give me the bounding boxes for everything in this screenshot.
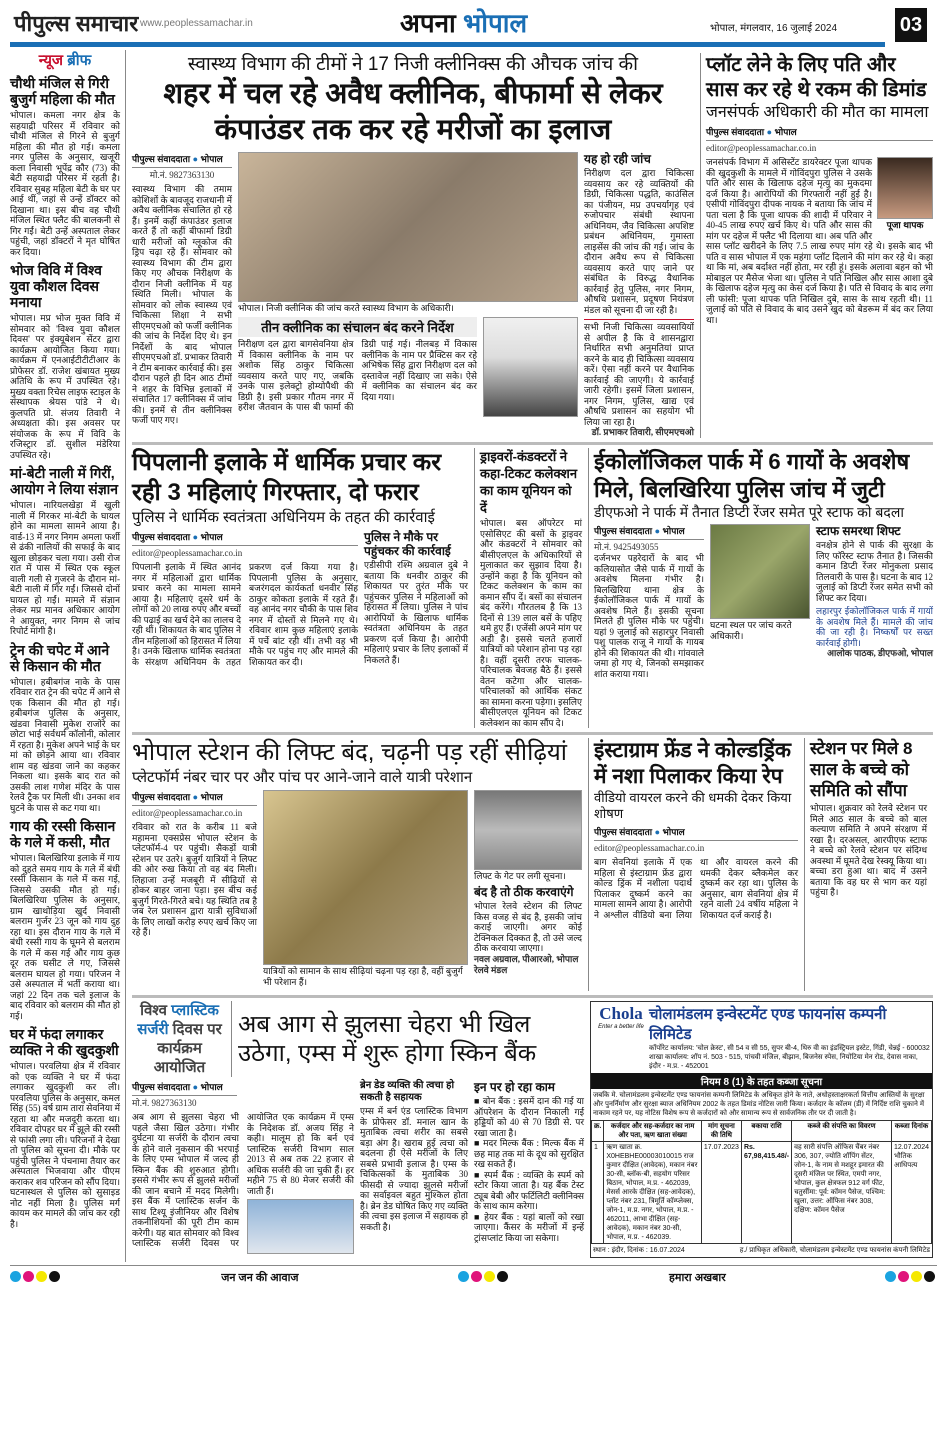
reporter-email[interactable]: editor@peoplessamachar.co.in	[132, 808, 243, 818]
second-row	[132, 445, 933, 735]
main-content	[132, 50, 933, 1262]
plot-story	[700, 53, 933, 438]
lead-kicker: स्वास्थ्य विभाग की टीमों ने 17 निजी क्लीनिक्स की औचक जांच की	[187, 54, 639, 75]
bottom-row	[132, 998, 933, 1262]
byline-place: भोपाल	[662, 827, 685, 837]
brief-title: गाय की रस्सी किसान के गले में कसी, मौत	[10, 818, 116, 850]
plot-subheadline: जनसंपर्क अधिकारी की मौत का मामला	[706, 104, 929, 121]
reporter-phone: मो.नं. 9827363130	[132, 1098, 197, 1108]
skin-body	[132, 1080, 354, 1254]
victim-photo	[877, 157, 933, 219]
station-story	[132, 738, 582, 991]
third-row	[132, 735, 933, 998]
reporter-email[interactable]: editor@peoplessamachar.co.in	[594, 843, 705, 853]
byline-name: पीपुल्स संवाददाता	[594, 827, 653, 837]
brief-body: भोपाल। कमला नगर क्षेत्र के सहयाद्री परिसर में रविवार को चौथी मंजिल से गिरने से बुजुर्ग महिला की मौत हो गई। कमला नगर पुलिस के अनुसार, खजूरी कला निवासी भूपेंद्र कौर (73) की बेटी सहयाद्री परिसर में रहती है। रविवार सुबह महिला बेटी के घर पर आई थीं, जहां से उन्हें डॉक्टर को दिखाना था। इस बीच वह चौथी मंजिल स्थित फ्लैट की बालकनी से गिर गईं। बेटी उन्हें अस्पताल लेकर पहुंची, जहां डॉक्टरों ने मृत घोषित कर दिया।	[10, 110, 120, 257]
masthead-logo: पीपुल्स समाचार	[14, 11, 139, 36]
box-text: एडीसीपी रश्मि अग्रवाल दुबे ने बताया कि धनवीर ठाकुर की शिकायत पर तुरंत मौके पर पहुंचकर पुलिस ने महिलाओं को हिरासत में लिया। पुलिस ने पांच आरोपियों के खिलाफ धार्मिक स्वतंत्रता अधिनियम के तहत प्रकरण दर्ज किया है। आरोपी महिलाएं प्रचार के लिए इलाकों में निकलते हैं।	[364, 560, 468, 665]
box-text: निरीक्षण दल द्वारा बागसेवनिया क्षेत्र में विकास क्लीनिक के नाम पर अशोक सिंह ठाकुर चिकित्सा व्यवसाय करते पाए गए, जबकि उनके पास इलेक्ट्रो होम्योपैथी की डिग्री है। इसी प्रकार गौतम नगर में हरीश जैतवान के पास बी फार्मा की डिग्री पाई गई। नीलबड़ में विकास क्लीनिक के नाम पर प्रैक्टिस कर रहे अभिषेक सिंह द्वारा निरीक्षण दल को दस्तावेज नहीं दिखाए जा सके। ऐसे में क्लीनिक का संचालन बंद कर दिया गया।	[238, 339, 477, 412]
eco-body	[594, 524, 704, 679]
plot-headline: प्लॉट लेने के लिए पति और सास कर रहे थे रकम की डिमांड	[706, 54, 927, 101]
byline-place: भोपाल	[200, 532, 223, 542]
skin-story	[132, 1001, 584, 1258]
notice-title: नियम 8 (1) के तहत कब्जा सूचना	[591, 1073, 932, 1089]
cell-date: 17.07.2023	[701, 1142, 741, 1244]
box-title: पुलिस ने मौके पर पहुंचकर की कार्रवाई	[364, 530, 451, 558]
aiims-photo	[247, 1199, 354, 1254]
insta-story	[588, 738, 798, 991]
tag-b: प्लास्टिक सर्जरी	[137, 1002, 219, 1038]
cell-number: 1	[592, 1142, 604, 1244]
brief-title: भोज विवि में विश्व युवा कौशल दिवस मनाया	[10, 262, 102, 310]
possession-table	[591, 1120, 932, 1244]
footer	[10, 1265, 937, 1285]
reporter-email[interactable]: editor@peoplessamachar.co.in	[706, 143, 817, 153]
cell-possession: 12.07.2024 भौतिक आधिपत्य	[891, 1142, 931, 1244]
stairs-photo	[263, 790, 468, 965]
cell-property: वह सारी संपत्ति ऑफिस चैंबर नंबर 306, 307, ज्योति शॉपिंग सेंटर, जोन-1, के नाम से मशहूर इमारत की दूसरी मंजिल पर स्थित, एमपी नगर, भोपाल, कुल क्षेत्रफल 912 वर्ग फीट, चतुर्सीमा: पूर्व: कॉमन पैसेज, पश्चिम: खुला, उत्तर: ऑफिस नंबर 308, दक्षिण: कॉमन पैसेज	[792, 1142, 892, 1244]
cell-amount: Rs. 67,98,415.48/-	[741, 1142, 791, 1244]
table-header-row	[592, 1121, 932, 1142]
column-header: कब्जे की संपत्ति का विवरण	[792, 1121, 892, 1142]
article-text: जनसंपर्क विभाग में असिस्टेंट डायरेक्टर पूजा थापक की खुदकुशी के मामले में गोविंदपुरा पुलिस ने उसके पति और सास के खिलाफ दहेज मृत्यु का मुकदमा दर्ज किया है। आरोपियों की गिरफ्तारी नहीं हुई है। एसीपी गोविंदपुरा दीपक नायक ने बताया कि जांच में पता चला है कि पूजा थापक की शादी में परिवार ने 40-45 लाख रुपए खर्च किए थे। पति और सास की मांग पर दहेज में फ्लैट भी दिलाया था। अब पति और सास प्लॉट खरीदने के लिए 7.5 लाख रुपए मांग रहे थे। इसके बाद भी पति व सास भोपाल में एक महंगा प्लॉट दिलाने की मांग कर रहे थे। कहा था कि मां, अब बर्दाश्त नहीं होता, मर रही हूं। इसके अलावा बहन को भी मोबाइल पर मैसेज भेजा था। पुलिस ने पति निखिल और सास आशा दुबे के खिलाफ दहेज मृत्यु का केस दर्ज किया है। पति से विवाद के बाद लगा ली फांसी: पूजा थापक पति निखिल दुबे, सास के साथ रहती थी। 11 जुलाई को पति से विवाद के बाद उसने खुद को बेडरूम में बंद कर लिया था।	[706, 157, 933, 325]
list-title: इन पर हो रहा काम	[474, 1080, 555, 1094]
skin-sidebar	[360, 1080, 468, 1254]
column-header: मांग सूचना की तिथि	[701, 1121, 741, 1142]
website-url[interactable]: www.peoplessamachar.in	[140, 18, 253, 29]
photo-caption: लिफ्ट के गेट पर लगी सूचना।	[474, 871, 566, 881]
brief-item	[10, 1026, 120, 1229]
footer-slogan-right: हमारा अखबार	[669, 1272, 726, 1284]
lead-headline: शहर में चल रहे अवैध क्लीनिक, बीफार्मा से लेकर कंपाउंडर तक कर रहे मरीजों का इलाज	[163, 78, 663, 146]
lead-story	[132, 53, 694, 438]
reporter-phone: मो.नं. 9827363130	[149, 170, 215, 180]
edition-date: भोपाल, मंगलवार, 16 जुलाई 2024	[710, 23, 838, 34]
photo-caption: पूजा थापक	[886, 220, 924, 230]
station-body	[132, 790, 257, 991]
top-row	[132, 50, 933, 445]
byline-name: पीपुल्स संवाददाता	[132, 532, 191, 542]
lift-photo	[474, 790, 582, 870]
brief-item	[10, 818, 120, 1021]
eco-box	[816, 524, 933, 679]
article-text: स्वास्थ्य विभाग की तमाम कोशिशों के बावजूद राजधानी में अवैध क्लीनिक संचालित हो रहे हैं। इनमें कहीं कंपाउंडर इलाज करते हैं तो कहीं बीफार्मा डिग्री धारी मरीजों को ग्लूकोज की ड्रिप चढ़ा रहे हैं। सोमवार को स्वास्थ्य विभाग की टीम द्वारा किए गए औचक निरीक्षण के दौरान निजी क्लीनिक में यह स्थिति मिली। भोपाल के सोमवार को लोक स्वास्थ्य एवं चिकित्सा शिक्षा ने सभी सीएमएचओ को फर्जी क्लीनिक की जांच के निर्देश दिए थे। इन निर्देशों के बाद भोपाल सीएमएचओ डॉ. प्रभाकर तिवारी ने टीम बनाकर कार्रवाई की। इस दौरान पहले ही दिन आठ टीमों ने शहर के विभिन्न इलाकों में संचालित 17 क्लीनिक्स में जांच की। इनमें से तीन क्लीनिक्स फर्जी पाए गए।	[132, 184, 232, 425]
byline: पीपुल्स संवाददाता ● भोपाल	[132, 152, 232, 168]
station-headline: भोपाल स्टेशन की लिफ्ट बंद, चढ़नी पड़ रहीं सीढ़ियां	[132, 739, 567, 766]
pipalani-story	[132, 448, 468, 728]
header-rule	[10, 42, 885, 47]
lead-photo	[238, 152, 578, 302]
lead-sidebar	[584, 152, 694, 438]
box-text: भोपाल रेलवे स्टेशन की लिफ्ट किस वजह से बंद है, इसकी जांच कराई जाएगी। अगर कोई टेक्निकल दिक्कत है, तो उसे जल्द ठीक करवाया जाएगा।	[474, 901, 582, 953]
masthead	[10, 0, 937, 50]
brand-tagline: Enter a better life	[598, 1024, 644, 1030]
box-title: तीन क्लीनिक का संचालन बंद करने निर्देश	[238, 317, 477, 337]
chola-advertisement	[590, 1001, 933, 1258]
tag-c: दिवस पर कार्यक्रम आयोजित	[153, 1021, 222, 1076]
photo-caption: घटना स्थल पर जांच करते अधिकारी।	[710, 620, 792, 641]
news-brief-label	[10, 50, 120, 70]
pipalani-box	[364, 530, 468, 667]
cell-borrower: ऋण खाता क्र. X0HEBHE00003010015 राज कुमार दीक्षित (आवेदक), मकान नंबर 30-सी, ब्लॉक-बी, सहयोग परिसर बिठान, भोपाल, म.प्र. - 462039, मेसर्स आरके दीक्षित (सह-आवेदक), प्लॉट नंबर 231, त्रिमूर्ति कॉम्प्लेक्स, जोन-1, म.प्र. नगर, भोपाल, म.प्र. - 462011, आभा दीक्षित (सह-आवेदक), मकान नंबर 30-सी, भोपाल, म.प्र. - 462039.	[604, 1142, 702, 1244]
byline-place: भोपाल	[200, 154, 223, 164]
eco-story	[588, 448, 933, 728]
brief-item	[10, 75, 120, 257]
branch-office: शाखा कार्यालय: शॉप नं. 503 - 515, पांचवी मंजिल, बीझान, बिजनेस स्पेस, नियोटिया मेन रोड, देवास नाका, इंदौर - म.प्र. - 452001	[649, 1054, 918, 1070]
pipalani-subheadline: पुलिस ने धार्मिक स्वतंत्रता अधिनियम के तहत की कार्रवाई	[132, 509, 435, 526]
chola-logo	[593, 1004, 649, 1030]
park-photo	[710, 524, 810, 619]
sidebar-title: यह हो रही जांच	[584, 152, 651, 166]
page-body	[10, 50, 937, 1262]
signatory: ह./ प्राधिकृत अधिकारी, चोलामंडलम इन्वेस्टमेंट एण्ड फायनांस कंपनी लिमिटेड	[739, 1247, 930, 1254]
box-text: वनक्षेत्र होने से पार्क की सुरक्षा के लिए फॉरेस्ट स्टाफ तैनात है। जिसकी कमान डिप्टी रेंजर मोनुकला प्रसाद तिलवारी के पास है। घटना के बाद 12 जुलाई को डिप्टी रेंजर समेत सभी को शिफ्ट कर दिया।	[816, 540, 933, 603]
clinic-photo	[483, 317, 578, 417]
article-text: बाग सेवनियां इलाके में एक महिला से इंस्टाग्राम फ्रेंड द्वारा कोल्ड ड्रिंक में नशीला पदार्थ पिलाकर दुष्कर्म करने का मामला सामने आया है। आरोपी ने अश्लील वीडियो बना लिया था और वायरल करने की धमकी देकर ब्लैकमेल कर दुष्कर्म कर रहा था। पुलिस के अनुसार, बाग सेवनियां क्षेत्र में रहने वाली 24 वर्षीय महिला ने शिकायत दर्ज कराई है।	[594, 857, 798, 920]
byline-name: पीपुल्स संवाददाता	[706, 127, 765, 137]
brand-name: Chola	[599, 1004, 643, 1023]
byline: पीपुल्स संवाददाता ● भोपाल	[594, 825, 798, 841]
list-item: ■ हेयर बैंक : यहां बालों को रखा जाएगा। कैंसर के मरीजों में इन्हें ट्रांसप्लांट किया जा सकेगा।	[474, 1211, 584, 1243]
color-registration-marks	[885, 1271, 937, 1285]
column-header: क्र.	[592, 1121, 604, 1142]
byline-name: पीपुल्स संवाददाता	[132, 1082, 191, 1092]
sidebar-text: एम्स में बर्न एंड प्लास्टिक विभाग के प्रोफेसर डॉ. मनाल खान के मुताबिक त्वचा शरीर का सबसे बड़ा अंग है। खराब हुई त्वचा को बदलना ही ऐसे मरीजों के लिए सबसे प्रभावी इलाज है। एम्स के चिकित्सकों के मुताबिक 30 फीसदी से ज्यादा झुलसे मरीजों का सर्वाइवल बहुत मुश्किल होता है। ब्रेन डेड घोषित किए गए व्यक्ति की त्वचा इस इलाज में सहायक हो सकती है।	[360, 1106, 468, 1232]
brief-title: घर में फंदा लगाकर व्यक्ति ने की खुदकुशी	[10, 1026, 119, 1058]
byline: पीपुल्स संवाददाता ● भोपाल	[706, 125, 933, 141]
byline-place: भोपाल	[200, 792, 223, 802]
byline: पीपुल्स संवाददाता ● भोपाल	[132, 1080, 237, 1096]
brief-body: भोपाल। परवलिया क्षेत्र में रविवार को एक व्यक्ति ने घर में फंदा लगाकर खुदकुशी कर ली। परवलिया पुलिस के अनुसार, कमल सिंह (55) वर्ष ग्राम तारा सेवनिया में रहता था और मजदूरी करता था। रविवार दोपहर घर में झूले की रस्सी से फांसी लगा ली। परिजनों ने देखा तो पुलिस को सूचना दी। मौके पर पहुंची पुलिस ने पंचनामा तैयार कर अस्पताल भिजवाया और पीएम कराकर शव परिजन को सौंप दिया। घटनास्थल से पुलिस को सुसाइड नोट नहीं मिला है। पुलिस मर्ग कायम कर मामले की जांच कर रही है।	[10, 1061, 120, 1229]
company-name: चोलामंडलम इन्वेस्टमेंट एण्ड फायनांस कम्पनी लिमिटेड	[649, 1006, 887, 1043]
corporate-office: कॉर्पोरेट कार्यालय: 'चोल क्रेस्ट', सी 54 व सी 55, सुपर बी-4, थिरु वी का इंडस्ट्रियल इस्टेट, गिंडी, चेन्नई - 600032	[649, 1045, 930, 1052]
box-attribution: नवल अग्रवाल, पीआरओ, भोपाल रेलवे मंडल	[474, 953, 579, 975]
brief-title: ट्रेन की चपेट में आने से किसान की मौत	[10, 641, 110, 674]
pipalani-body	[132, 530, 358, 667]
column-header: कर्जदार और सह-कर्जदार का नाम और पता, ऋण खाता संख्या	[604, 1121, 702, 1142]
brief-body: भोपाल। हबीबगंज नाके के पास रविवार रात ट्रेन की चपेट में आने से एक किसान की मौत हो गई। हबीबगंज पुलिस के अनुसार, खंडवा निवासी मुकेश राजोरे का छोटा भाई सर्वधर्म कॉलोनी, कोलार में रहता है। मुकेश अपने भाई के घर मां को छोड़ने आया था। रविवार शाम वह खंडवा जाने का कहकर निकला था। इसके बाद रात को उसकी लाश गणेश मंदिर के पास रेलवे ट्रैक पर मिली थी। उनका शव घुटने के पास से कट गया था।	[10, 676, 120, 813]
brief-body: भोपाल। मप्र भोज मुक्त विवि में सोमवार को 'विश्व युवा कौशल दिवस' पर इंक्यूबेशन सेंटर द्वारा कार्यक्रम आयोजित किया गया। कार्यक्रम में एनआईटीटीटीआर के प्रोफेसर डॉ. राजेश खंबायत मुख्य अतिथि के रूप में उपस्थित रहे। मुख्य वक्ता रिचेस लाइफ स्टाइल के संस्थापक श्रेयस पांडे ने थे। कुलपति प्रो. संजय तिवारी ने अध्यक्षता की। इस अवसर पर संयोजक के रूप में विवि के रजिस्ट्रार डॉ. सुशील मंडेरिया उपस्थित रहे।	[10, 313, 120, 460]
child-article	[804, 738, 927, 991]
skin-headline: अब आग से झुलसा चेहरा भी खिल उठेगा, एम्स में शुरू होगा स्किन बैंक	[238, 1011, 537, 1067]
place-date: स्थान : इंदौर, दिनांक : 16.07.2024	[593, 1247, 685, 1254]
list-item: ■ स्पर्म बैंक : व्यक्ति के स्पर्म को स्टोर किया जाता है। यह बैंक टेस्ट ट्यूब बेबी और फर्टिलिटी क्लीनिक्स के साथ काम करेगा।	[474, 1169, 584, 1211]
brief-label-b: ब्रीफ	[67, 52, 92, 69]
drivers-article	[474, 448, 582, 728]
station-subheadline: प्लेटफॉर्म नंबर चार पर और पांच पर आने-जाने वाले यात्री परेशान	[132, 769, 473, 786]
section-title-a: अपना	[400, 8, 464, 38]
color-registration-marks	[10, 1271, 62, 1285]
byline-name: पीपुल्स संवाददाता	[132, 792, 191, 802]
brief-body: भोपाल। बिलखिरिया इलाके में गाय को दुहते समय गाय के गले में बंधी रस्सी किसान के गले में कस गई, जिससे उसकी मौत हो गई। बिलखिरिया पुलिस के अनुसार, ग्राम खाथोड़िया खुर्द निवासी बलराम गुर्जर 23 जून को गाय दुह रहा था। इस दौरान गाय के गले में बंधी रस्सी गाय के घूमने से बलराम के गले में कस गई और गाय कुछ दूर तक घसीट ले गए, जिससे बलराम घायल हो गया। परिजन ने उसे अस्पताल में भर्ती कराया था। जहां 22 दिन तक चले इलाज के बाद रविवार को बलराम की मौत हो गई।	[10, 853, 120, 1021]
byline: पीपुल्स संवाददाता ● भोपाल	[132, 790, 257, 806]
sidebar-title: ब्रेन डेड व्यक्ति की त्वचा हो सकती है सहायक	[360, 1080, 455, 1103]
brief-label-a: न्यूज	[38, 52, 68, 69]
article-text: भोपाल। शुक्रवार को रेलवे स्टेशन पर मिले आठ साल के बच्चे को बाल कल्याण समिति ने अपने संरक्षण में रखा है। दरअसल, आरपीएफ स्टाफ ने बच्चे को रेलवे स्टेशन पर संदिग्ध अवस्था में घूमते देख रेस्क्यू किया था। बच्चा डरा हुआ था। बाद में उसने बताया कि वह घर से भाग कर यहां पहुंचा है।	[810, 803, 927, 897]
tag-a: विश्व	[140, 1002, 172, 1019]
column-header: बकाया राशि	[741, 1121, 791, 1142]
article-text: रविवार को रात के करीब 11 बजे महामना एक्सप्रेस भोपाल स्टेशन के प्लेटफॉर्म-4 पर पहुंची। सैकड़ों यात्री स्टेशन पर उतरे। बुजुर्ग यात्रियों ने लिफ्ट की ओर रुख किया तो वह बंद मिली। लिहाजा उन्हें मजबूरी में सीढ़ियों से होकर बाहर जाना पड़ा। इस बीच कई बुजुर्ग गिरते-गिरते बचे। यह स्थिति तब है जब रेल प्रशासन द्वारा यात्री सुविधाओं के लिए लाखों करोड़ रुपए खर्च किए जा रहे हैं।	[132, 822, 257, 937]
article-text: पिपलानी इलाके में स्थित आनंद नगर में महिलाओं द्वारा धार्मिक प्रचार करने का मामला सामने आया है। महिलाएं दूसरे धर्म के लोगों को 20 लाख रुपए और बच्चों की पढ़ाई का खर्च देने का लालच दे रही थीं। शिकायत के बाद पुलिस ने तीन महिलाओं को हिरासत में लिया है। उनके खिलाफ धार्मिक स्वतंत्रता के संरक्षण अधिनियम के तहत प्रकरण दर्ज किया गया है। पिपलानी पुलिस के अनुसार, बजरंगदल कार्यकर्ता धनवीर सिंह ठाकुर कोकता इलाके में रहते हैं। वह आनंद नगर चौकी के पास शिव नगर में दोस्तों से मिलने गए थे। रविवार शाम कुछ महिलाएं इलाके में पर्चे बांट रही थीं। तभी वह भी मौके पर पहुंच गए और मामले की शिकायत कर दी।	[132, 562, 358, 667]
brief-body: भोपाल। नारियलखेड़ा में खुली नाली में गिरकर मां-बेटी के घायल होने का मामला सामने आया है। वार्ड-13 में नगर निगम अमला फर्शी से ढंकी नालियों की सफाई के बाद खुला छोड़कर चला गया। उसी रोज रात में पास में स्थित एक स्कूल वाली गली से गुजरने के दौरान मां-बेटी नाली में गिर गईं। जिससे दोनों घायल हो गईं। मामले में संज्ञान लेकर मप्र मानव अधिकार आयोग ने आयुक्त, नगर निगम से जांच रिपोर्ट मांगी है।	[10, 500, 120, 636]
drivers-headline: ड्राइवरों-कंडक्टरों ने कहा-टिकट कलेक्शन का काम यूनियन को दें	[480, 449, 578, 515]
skin-list	[474, 1080, 584, 1254]
section-title-b: भोपाल	[463, 8, 528, 38]
lead-box	[238, 317, 477, 417]
eco-subheadline: डीएफओ ने पार्क में तैनात डिप्टी रेंजर समेत पूरे स्टाफ को बदला	[594, 504, 904, 520]
official-quote: लहारपुर ईकोलॉजिकल पार्क में गायों के अवशेष मिले हैं। मामले की जांच की जा रही है। निष्कर्षों पर सख्त कार्रवाई होगी।	[816, 606, 933, 648]
color-registration-marks	[458, 1271, 510, 1285]
brief-item	[10, 262, 120, 460]
brief-title: चौथी मंजिल से गिरी बुजुर्ग महिला की मौत	[10, 75, 115, 107]
skin-tag	[132, 1001, 232, 1077]
brief-item	[10, 465, 120, 637]
photo-caption: यात्रियों को सामान के साथ सीढ़ियां चढ़ना पड़ रहा है, वहीं बुजुर्ग भी परेशान हैं।	[263, 966, 463, 987]
byline-name: पीपुल्स संवाददाता	[132, 154, 191, 164]
page-number: 03	[895, 8, 927, 42]
photo-caption: भोपाल। निजी क्लीनिक की जांच करते स्वास्थ्य विभाग के अधिकारी।	[238, 303, 454, 313]
byline: पीपुल्स संवाददाता ● भोपाल	[594, 524, 704, 540]
quote-attribution: आलोक पाठक, डीएफओ, भोपाल	[827, 648, 933, 658]
brief-item	[10, 642, 120, 814]
byline-place: भोपाल	[774, 127, 797, 137]
box-title: स्टाफ समरथा शिफ्ट	[816, 524, 901, 538]
reporter-email[interactable]: editor@peoplessamachar.co.in	[132, 548, 243, 558]
quote-attribution: डॉ. प्रभाकर तिवारी, सीएमएचओ	[591, 427, 694, 437]
sidebar-text: निरीक्षण दल द्वारा चिकित्सा व्यवसाय कर रहे व्यक्तियों की डिग्री, चिकित्सा पद्धति, काउंसिल का पंजीयन, मप्र उपचर्यागृह एवं रुजोपचार संबंधी स्थापना अधिनियम, जैव चिकित्सा अपशिष्ट प्रबंधन अधिनियम, गुमास्ता लाइसेंस की जांच की गई। जांच के दौरान अवैध रूप से चिकित्सा व्यवसाय करते पाए जाने पर संबंधित के विरुद्ध वैधानिक कार्रवाई हेतु पुलिस, नगर निगम, औषधि प्रशासन, प्रदूषण नियंत्रण मंडल को सूचना दी जा रही है।	[584, 168, 694, 315]
table-row	[592, 1142, 932, 1244]
lead-body	[132, 152, 232, 438]
box-title: बंद है तो ठीक करवाएंगे	[474, 885, 574, 899]
insta-subheadline: वीडियो वायरल करने की धमकी देकर किया शोषण	[594, 790, 792, 821]
insta-headline: इंस्टाग्राम फ्रेंड ने कोल्डड्रिंक में नशा पिलाकर किया रेप	[594, 739, 792, 788]
byline: पीपुल्स संवाददाता ● भोपाल	[132, 530, 358, 546]
byline-place: भोपाल	[662, 526, 685, 536]
notice-body: जबकि मे. चोलामंडलम इन्वेस्टमेंट एण्ड फायनांस कम्पनी लिमिटेड के अधिकृत होने के नाते, अधोहस्ताक्षरकर्ता वित्तीय आस्तियों के सुरक्षा और पुनर्निर्माण और सुरक्षा ब्याज अधिनियम 2002 के तहत डिमांड नोटिस जारी किया। कर्जदार के कॉलम (डी) में निर्दिष्ट राशि चुकाने में नाकाम रहने पर, यह नोटिस विशेष रूप से कर्जदारों को और सामान्य रूप से सार्वजनिक तौर पर दी जाती है।	[593, 1092, 925, 1117]
byline-name: पीपुल्स संवाददाता	[594, 526, 653, 536]
article-text: भोपाल। बस ऑपरेटर मां एसोसिएट की बसों के ड्राइवर और कंडक्टरों ने सोमवार को बीसीएलएल के अधिकारियों से मुलाकात कर सुझाव दिया है। उन्होंने कहा है कि यूनियन को टिकट कलेक्शन के काम का कमान सौंप दें। बसों का संचालन बंद करेंगे। गौरतलब है कि 13 दिनों से 139 लाल बसें के पहिए थमे हुए हैं। एजेंसी अपने मांग पर अड़ी है। इससे चलते हजारों यात्रियों को परेशान होना पड़ रहा है। वहीं दूसरी तरफ चालक-परिचालक बेवजह बैठे हैं। इससे वेतन कटेगा और चालक-परिचालकों को आर्थिक संकट का सामना करना पड़ेगा। इसलिए बीसीएलएल यूनियन को टिकट कलेक्शन का काम सौंप दे।	[480, 518, 582, 728]
article-text: दर्जनभर पहरेदारों के बाद भी कलियासोत जैसे पार्क में गायों के अवशेष मिलना गंभीर है। बिलखिरिया थाना क्षेत्र के ईकोलॉजिकल पार्क में गायों के अवशेष मिले हैं। इसकी सूचना मिलते ही पुलिस मौके पर पहुंची। यहां 9 जुलाई को सहारपुर निवासी पशु पालक राजू ने गायों के गायब होने की शिकायत की थी। गांववाले जमा हो गए थे, जिनको समझाकर शांत कराया गया।	[594, 553, 704, 679]
child-headline: स्टेशन पर मिले 8 साल के बच्चे को समिति को सौंपा	[810, 739, 913, 800]
article-text: अब आग से झुलसा चेहरा भी पहले जैसा खिल उठेगा। गंभीर दुर्घटना या सर्जरी के दौरान त्वचा के होने वाले नुकसान की भरपाई के लिए एम्स भोपाल में जल्द ही स्किन बैंक की शुरुआत होगी। इससे गंभीर रूप से झुलसे मरीजों की जान बचाने में मदद मिलेगी। इस बैंक में प्लास्टिक सर्जन के साथ टिश्यू इंजीनियर और विशेष तकनीशियनों की पूरी टीम काम करेगी। यह बात सोमवार को विश्व प्लास्टिक सर्जरी दिवस पर आयोजित एक कार्यक्रम में एम्स के निदेशक डॉ. अजय सिंह ने कही। मालूम हो कि बर्न एवं प्लास्टिक सर्जरी विभाग साल 2013 से अब तक 22 हजार से अधिक सर्जरी की जा चुकी हैं। हर महीने 75 से 80 मेजर सर्जरी की जाती हैं।	[132, 1112, 354, 1248]
list-item: ■ बोन बैंक : इसमें दान की गई या ऑपरेशन के दौरान निकाली गई हड्डियों को 40 से 70 डिग्री से. पर रखा जाता है।	[474, 1096, 584, 1138]
news-brief-column	[10, 50, 126, 1262]
station-box	[474, 885, 582, 976]
official-quote: सभी निजी चिकित्सा व्यवसायियों से अपील है कि वे शासनद्वारा निर्धारित सभी अनुमतियां प्राप्त करने के बाद ही चिकित्सा व्यवसाय करें। ऐसा नहीं करने पर वैधानिक कार्रवाई की जाएगी। ये कार्रवाई जारी रहेगी। इसमें जिला प्रशासन, नगर निगम, पुलिस, खाद्य एवं औषधि प्रशासन का सहयोग भी लिया जा रहा है।	[584, 319, 694, 427]
column-header: कब्जा दिनांक	[891, 1121, 931, 1142]
list-item: ■ मदर मिल्क बैंक : मिल्क बैंक में छह माह तक मां के दूध को सुरक्षित रख सकते हैं।	[474, 1138, 584, 1169]
reporter-phone: मो.नं. 9425493055	[594, 542, 659, 552]
section-title	[400, 4, 527, 40]
footer-slogan-left: जन जन की आवाज	[221, 1272, 299, 1284]
brief-title: मां-बेटी नाली में गिरीं, आयोग ने लिया संज्ञान	[10, 465, 119, 497]
eco-headline: ईकोलॉजिकल पार्क में 6 गायों के अवशेष मिले, बिलखिरिया पुलिस जांच में जुटी	[594, 449, 910, 502]
byline-place: भोपाल	[200, 1082, 223, 1092]
pipalani-headline: पिपलानी इलाके में धार्मिक प्रचार कर रही 3 महिलाएं गिरफ्तार, दो फरार	[132, 449, 442, 506]
